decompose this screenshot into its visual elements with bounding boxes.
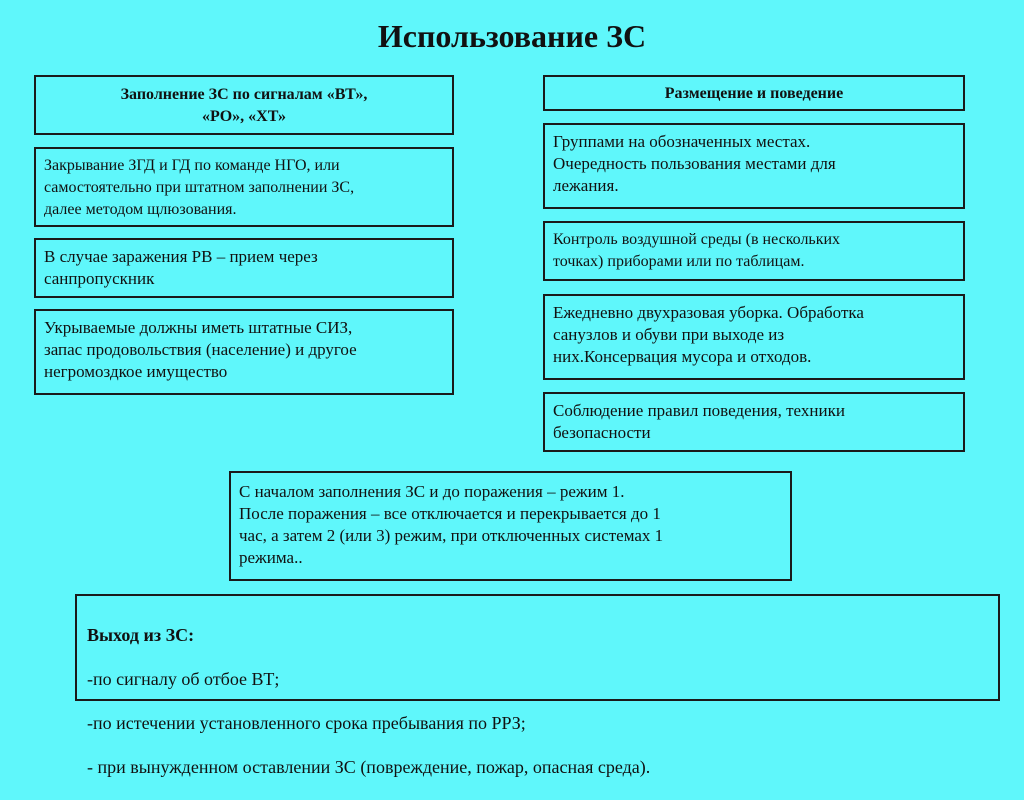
exit-title: Выход из ЗС: bbox=[87, 625, 195, 645]
left-item-sheltered: Укрываемые должны иметь штатные СИЗ, запас продовольствия (население) и другое негромоздкое имущество bbox=[34, 309, 454, 395]
left-header-box: Заполнение ЗС по сигналам «ВТ», «РО», «ХТ» bbox=[34, 75, 454, 135]
exit-line: -по истечении установленного срока пребывания по РРЗ; bbox=[87, 713, 526, 733]
exit-line: -по сигналу об отбое ВТ; bbox=[87, 669, 280, 689]
right-header-box: Размещение и поведение bbox=[543, 75, 965, 111]
left-item-contamination: В случае заражения РВ – прием через санпропускник bbox=[34, 238, 454, 298]
left-item-closing: Закрывание ЗГД и ГД по команде НГО, или самостоятельно при штатном заполнении ЗС, далее методом щлюзования. bbox=[34, 147, 454, 227]
exit-box bbox=[75, 594, 1000, 777]
page-title: Использование ЗС bbox=[377, 18, 647, 54]
right-item-rules: Соблюдение правил поведения, техники безопасности bbox=[543, 392, 965, 452]
right-item-groups: Группами на обозначенных местах. Очередность пользования местами для лежания. bbox=[543, 123, 965, 209]
right-item-cleaning: Ежедневно двухразовая уборка. Обработка санузлов и обуви при выходе из них.Консервация мусора и отходов. bbox=[543, 294, 965, 380]
exit-line: - при вынужденном оставлении ЗС (повреждение, пожар, опасная среда). bbox=[87, 757, 651, 777]
modes-box: С началом заполнения ЗС и до поражения – режим 1. После поражения – все отключается и перекрывается до 1 час, а затем 2 (или 3) режим, при отключенных системах 1 режима.. bbox=[229, 471, 792, 581]
right-item-air-control: Контроль воздушной среды (в нескольких точках) приборами или по таблицам. bbox=[543, 221, 965, 281]
